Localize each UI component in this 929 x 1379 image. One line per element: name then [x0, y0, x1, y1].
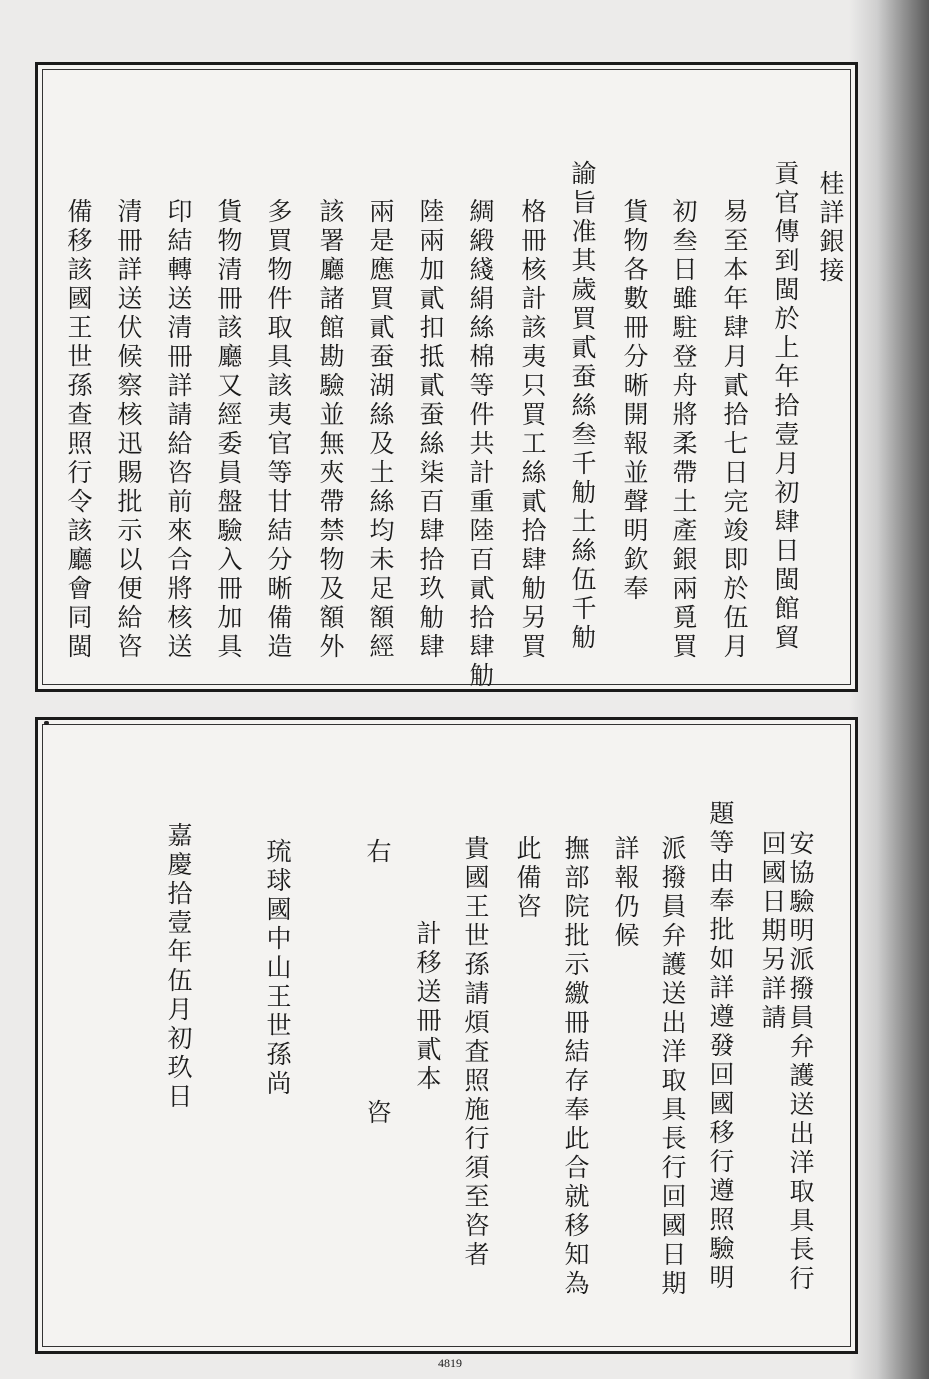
text-column: 該署廳諸館勘驗並無夾帶禁物及額外 — [316, 198, 345, 662]
text-column: 多買物件取具該夷官等甘結分晰備造 — [264, 198, 293, 662]
text-column: 格冊核計該夷只買工絲貳拾肆觔另買 — [518, 198, 547, 662]
text-column: 初叁日雖駐登舟將柔帶土產銀兩覓買 — [669, 198, 698, 662]
text-column: 諭旨准其歲買貳蚕絲叁千觔土絲伍千觔 — [568, 160, 597, 653]
text-column: 琉球國中山王世孫尚 — [263, 838, 292, 1099]
text-column: 貴國王世孫請煩査照施行須至咨者 — [461, 835, 490, 1270]
text-column: 安協驗明派撥員弁護送出洋取具長行 — [786, 830, 815, 1294]
text-column: 備移該國王世孫查照行令該廳會同閩 — [64, 198, 93, 662]
scan-mark — [44, 721, 49, 725]
text-column: 右 咨 — [363, 838, 392, 1128]
text-column: 計移送冊貳本 — [413, 920, 442, 1094]
text-column: 撫部院批示繳冊結存奉此合就移知為 — [561, 835, 590, 1299]
text-column: 易至本年肆月貳拾七日完竣即於伍月 — [720, 198, 749, 662]
text-column: 清冊詳送伏候察核迅賜批示以便給咨 — [114, 198, 143, 662]
text-column: 此備咨 — [513, 835, 542, 922]
text-column: 綢緞綫絹絲棉等件共計重陸百貳拾肆觔 — [466, 198, 495, 691]
text-column: 題等由奉批如詳遵發回國移行遵照驗明 — [706, 800, 735, 1293]
text-column: 桂詳銀接 — [816, 170, 845, 286]
text-column: 貨物清冊該廳又經委員盤驗入冊加具 — [214, 198, 243, 662]
text-column: 貢官傳到閩於上年拾壹月初肆日閩館貿 — [771, 160, 800, 653]
text-column: 回國日期另詳請 — [758, 830, 787, 1033]
page-number: 4819 — [438, 1356, 462, 1370]
text-column: 詳報仍候 — [611, 835, 640, 951]
text-column: 貨物各數冊分晰開報並聲明欽奉 — [620, 198, 649, 604]
text-column: 嘉慶拾壹年伍月初玖日 — [164, 822, 193, 1112]
text-column: 派撥員弁護送出洋取具長行回國日期 — [658, 835, 687, 1299]
text-column: 印結轉送清冊詳請給咨前來合將核送 — [164, 198, 193, 662]
text-column: 兩是應買貳蚕湖絲及土絲均未足額經 — [366, 198, 395, 662]
text-column: 陸兩加貳扣抵貳蚕絲柒百肆拾玖觔肆 — [416, 198, 445, 662]
scan-spine-shadow — [849, 0, 929, 1379]
